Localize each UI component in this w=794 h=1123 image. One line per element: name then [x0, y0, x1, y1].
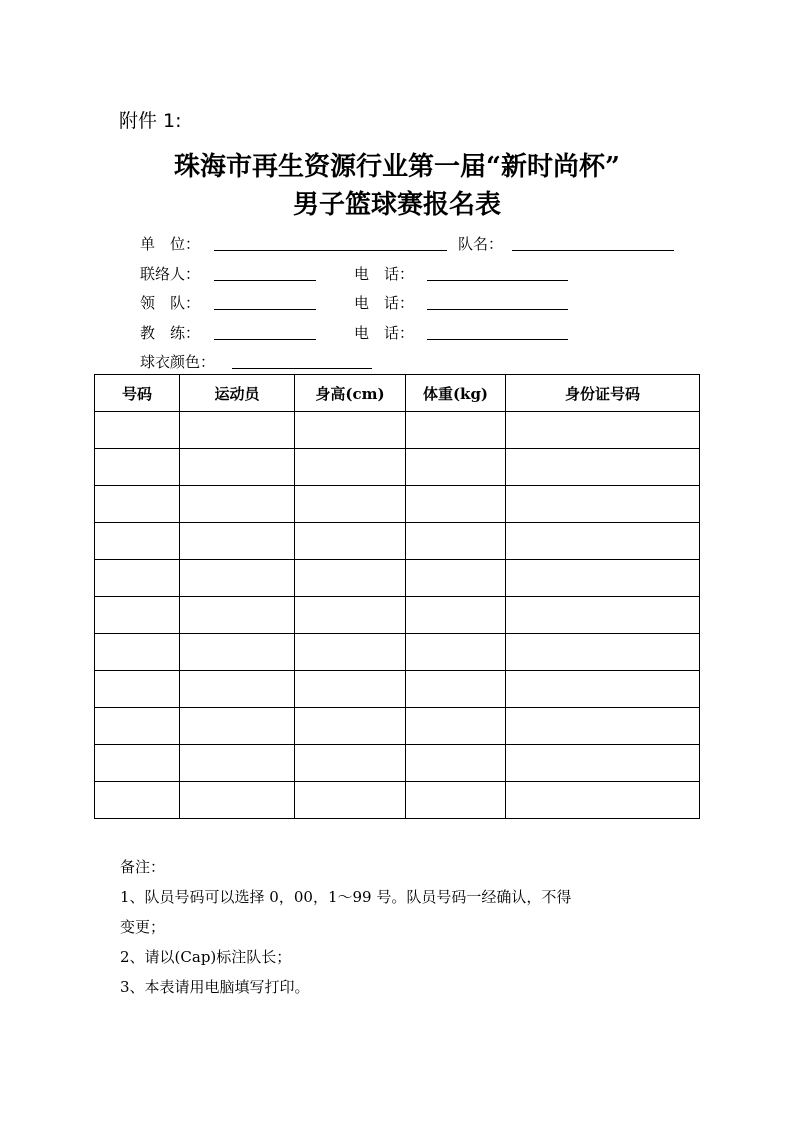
table-row [95, 634, 700, 671]
note-item-continued: 变更； [120, 918, 166, 936]
id-number-cell[interactable] [506, 634, 700, 671]
player-cell[interactable] [180, 412, 295, 449]
weight-cell[interactable] [406, 597, 506, 634]
height-cell[interactable] [295, 745, 406, 782]
height-cell[interactable] [295, 671, 406, 708]
height-cell[interactable] [295, 597, 406, 634]
roster-body [95, 412, 700, 819]
id-number-cell[interactable] [506, 412, 700, 449]
table-row [95, 708, 700, 745]
table-row [95, 523, 700, 560]
table-row [95, 560, 700, 597]
contact-field[interactable] [214, 280, 316, 281]
unit-field[interactable] [214, 250, 447, 251]
note-item: 3、本表请用电脑填写打印。 [120, 978, 310, 996]
weight-cell[interactable] [406, 634, 506, 671]
coach-label: 教 练： [140, 324, 201, 342]
id-number-cell[interactable] [506, 745, 700, 782]
table-row [95, 412, 700, 449]
team-label: 队名： [458, 235, 504, 253]
number-cell[interactable] [95, 449, 180, 486]
form-title: 珠海市再生资源行业第一届“新时尚杯” [174, 152, 620, 182]
number-cell[interactable] [95, 412, 180, 449]
player-cell[interactable] [180, 523, 295, 560]
number-cell[interactable] [95, 486, 180, 523]
header-height: 身高(cm) [295, 375, 406, 412]
player-cell[interactable] [180, 671, 295, 708]
height-cell[interactable] [295, 782, 406, 819]
height-cell[interactable] [295, 634, 406, 671]
coach-phone-field[interactable] [427, 339, 568, 340]
unit-label: 单 位： [140, 235, 201, 253]
number-cell[interactable] [95, 708, 180, 745]
weight-cell[interactable] [406, 671, 506, 708]
player-cell[interactable] [180, 708, 295, 745]
player-cell[interactable] [180, 597, 295, 634]
number-cell[interactable] [95, 671, 180, 708]
player-cell[interactable] [180, 449, 295, 486]
phone-label: 电 话： [354, 294, 415, 312]
team-field[interactable] [512, 250, 674, 251]
height-cell[interactable] [295, 523, 406, 560]
height-cell[interactable] [295, 449, 406, 486]
notes-heading: 备注： [120, 858, 166, 876]
weight-cell[interactable] [406, 523, 506, 560]
id-number-cell[interactable] [506, 597, 700, 634]
height-cell[interactable] [295, 486, 406, 523]
notes-section [120, 852, 700, 1002]
player-cell[interactable] [180, 782, 295, 819]
header-weight: 体重(kg) [406, 375, 506, 412]
table-row [95, 745, 700, 782]
header-id-number: 身份证号码 [506, 375, 700, 412]
weight-cell[interactable] [406, 560, 506, 597]
table-row [95, 597, 700, 634]
leader-field[interactable] [214, 309, 316, 310]
phone-label: 电 话： [354, 324, 415, 342]
table-header-row [95, 375, 700, 412]
table-row [95, 671, 700, 708]
weight-cell[interactable] [406, 708, 506, 745]
height-cell[interactable] [295, 412, 406, 449]
id-number-cell[interactable] [506, 449, 700, 486]
header-player: 运动员 [180, 375, 295, 412]
id-number-cell[interactable] [506, 671, 700, 708]
contact-phone-field[interactable] [427, 280, 568, 281]
id-number-cell[interactable] [506, 560, 700, 597]
jersey-label: 球衣颜色： [140, 353, 216, 371]
height-cell[interactable] [295, 708, 406, 745]
jersey-color-field[interactable] [232, 368, 372, 369]
weight-cell[interactable] [406, 745, 506, 782]
header-number: 号码 [95, 375, 180, 412]
form-subtitle: 男子篮球赛报名表 [292, 190, 501, 220]
table-row [95, 782, 700, 819]
weight-cell[interactable] [406, 412, 506, 449]
coach-field[interactable] [214, 339, 316, 340]
player-cell[interactable] [180, 634, 295, 671]
phone-label: 电 话： [354, 265, 415, 283]
weight-cell[interactable] [406, 486, 506, 523]
table-row [95, 486, 700, 523]
height-cell[interactable] [295, 560, 406, 597]
player-cell[interactable] [180, 745, 295, 782]
number-cell[interactable] [95, 745, 180, 782]
contact-label: 联络人： [140, 265, 201, 283]
number-cell[interactable] [95, 560, 180, 597]
weight-cell[interactable] [406, 449, 506, 486]
number-cell[interactable] [95, 597, 180, 634]
weight-cell[interactable] [406, 782, 506, 819]
id-number-cell[interactable] [506, 486, 700, 523]
table-row [95, 449, 700, 486]
attachment-label: 附件 1: [119, 110, 182, 132]
player-cell[interactable] [180, 560, 295, 597]
note-item: 1、队员号码可以选择 0，00，1～99 号。队员号码一经确认，不得 [120, 888, 572, 906]
id-number-cell[interactable] [506, 523, 700, 560]
id-number-cell[interactable] [506, 782, 700, 819]
leader-phone-field[interactable] [427, 309, 568, 310]
id-number-cell[interactable] [506, 708, 700, 745]
number-cell[interactable] [95, 634, 180, 671]
player-cell[interactable] [180, 486, 295, 523]
leader-label: 领 队： [140, 294, 201, 312]
number-cell[interactable] [95, 782, 180, 819]
number-cell[interactable] [95, 523, 180, 560]
note-item: 2、请以(Cap)标注队长； [120, 948, 292, 966]
roster-table [94, 374, 700, 819]
